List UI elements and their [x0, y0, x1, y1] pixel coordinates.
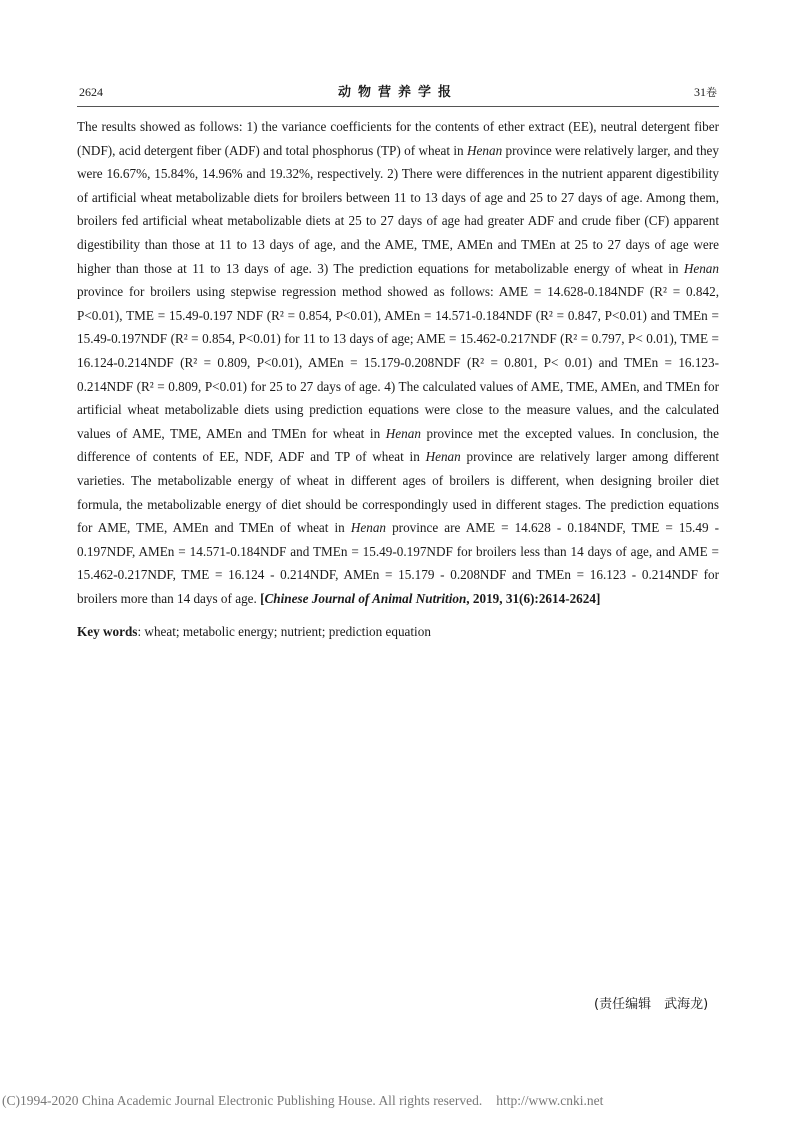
- abstract-text-5: province are relatively larger among different varieties. The metabolizable energy of wheat in different ages of broilers is different, when designing broiler diet formula, the metabolizable energy of diet should be correspondingly used in different stages. The prediction equations for AME, TME, AMEn and TMEn of wheat in: [77, 449, 720, 536]
- abstract-text-4: province met the excepted values. In conclusion, the difference of contents of EE, NDF, ADF and TP of wheat in: [77, 425, 719, 465]
- abstract-text-1: The results showed as follows: 1) the variance coefficients for the contents of ether extract (EE), neutral detergent fiber (NDF), acid detergent fiber (ADF) and total phosphorus (TP) of wheat in: [77, 119, 719, 158]
- english-abstract: [77, 115, 719, 610]
- abstract-text-2: province were relatively larger, and they were 16.67%, 15.84%, 14.96% and 19.32%, respectively. 2) There were differences in the nutrient apparent digestibility of artificial wheat metabolizable diets for broilers between 11 to 13 days of age and 25 to 27 days of age. Among them, broilers fed artificial wheat metabolizable diets at 25 to 27 days of age had greater ADF and crude fiber (CF) apparent digestibility than those at 11 to 13 days of age, and the AME, TME, AMEn and TMEn at 25 to 27 days of age were higher than those at 11 to 13 days of age. 3) The prediction equations for metabolizable energy of wheat in: [77, 142, 719, 276]
- citation-details: , 2019, 31(6):2614-2624: [466, 590, 596, 606]
- italic-henan: Henan: [467, 142, 503, 158]
- citation-open-bracket: [: [260, 590, 265, 606]
- footer-url[interactable]: http://www.cnki.net: [496, 1093, 604, 1108]
- abstract-text-3: province for broilers using stepwise regression method showed as follows: AME = 14.628-0.184NDF (R² = 0.842, P<0.01), TME = 15.49-0.197 NDF (R² = 0.854, P<0.01), AMEn = 14.571-0.184NDF (R² = 0.847, P<0.01) and TMEn = 15.49-0.197NDF (R² = 0.854, P<0.01) for 11 to 13 days of age; AME = 15.462-0.217NDF (R² = 0.797, P< 0.01), TME = 16.124-0.214NDF (R² = 0.809, P<0.01), AMEn = 15.179-0.208NDF (R² = 0.801, P< 0.01) and TMEn = 16.123-0.214NDF (R² = 0.809, P<0.01) for 25 to 27 days of age. 4) The calculated values of AME, TME, AMEn, and TMEn for artificial wheat metabolizable diets using prediction equations were close to the measure values, and the calculated values of AME, TME, AMEn and TMEn for wheat in: [77, 284, 719, 441]
- copyright-footer: [0, 1093, 682, 1109]
- citation: [260, 591, 600, 606]
- volume-unit: 卷: [706, 86, 717, 99]
- journal-title: 动物营养学报: [337, 85, 458, 100]
- italic-henan: Henan: [385, 425, 421, 441]
- keywords-label: Key words: [77, 624, 138, 639]
- keywords-text: : wheat; metabolic energy; nutrient; prediction equation: [137, 624, 431, 639]
- italic-henan: Henan: [350, 520, 387, 536]
- abstract-text-6: province are AME = 14.628 - 0.184NDF, TME = 15.49 - 0.197NDF, AMEn = 14.571-0.184NDF and TMEn = 15.49-0.197NDF for broilers less than 14 days of age, and AME = 15.462-0.217NDF, TME = 16.124 - 0.214NDF, AMEn = 15.179 - 0.208NDF and TMEn = 16.123 - 0.214NDF for broilers more than 14 days of age.: [77, 520, 719, 606]
- italic-henan: Henan: [425, 449, 461, 465]
- citation-close-bracket: ]: [595, 590, 601, 606]
- editor-note: (责任编辑 武海龙): [594, 997, 709, 1012]
- copyright-text: (C)1994-2020 China Academic Journal Electronic Publishing House. All rights reserved.: [2, 1093, 483, 1108]
- volume-number: 31: [694, 85, 706, 99]
- italic-henan: Henan: [683, 260, 719, 276]
- running-header: [77, 78, 719, 107]
- citation-journal: Chinese Journal of Animal Nutrition: [264, 590, 467, 606]
- page-number: 2624: [79, 85, 103, 99]
- keywords: [77, 622, 719, 642]
- volume-label: [694, 84, 717, 100]
